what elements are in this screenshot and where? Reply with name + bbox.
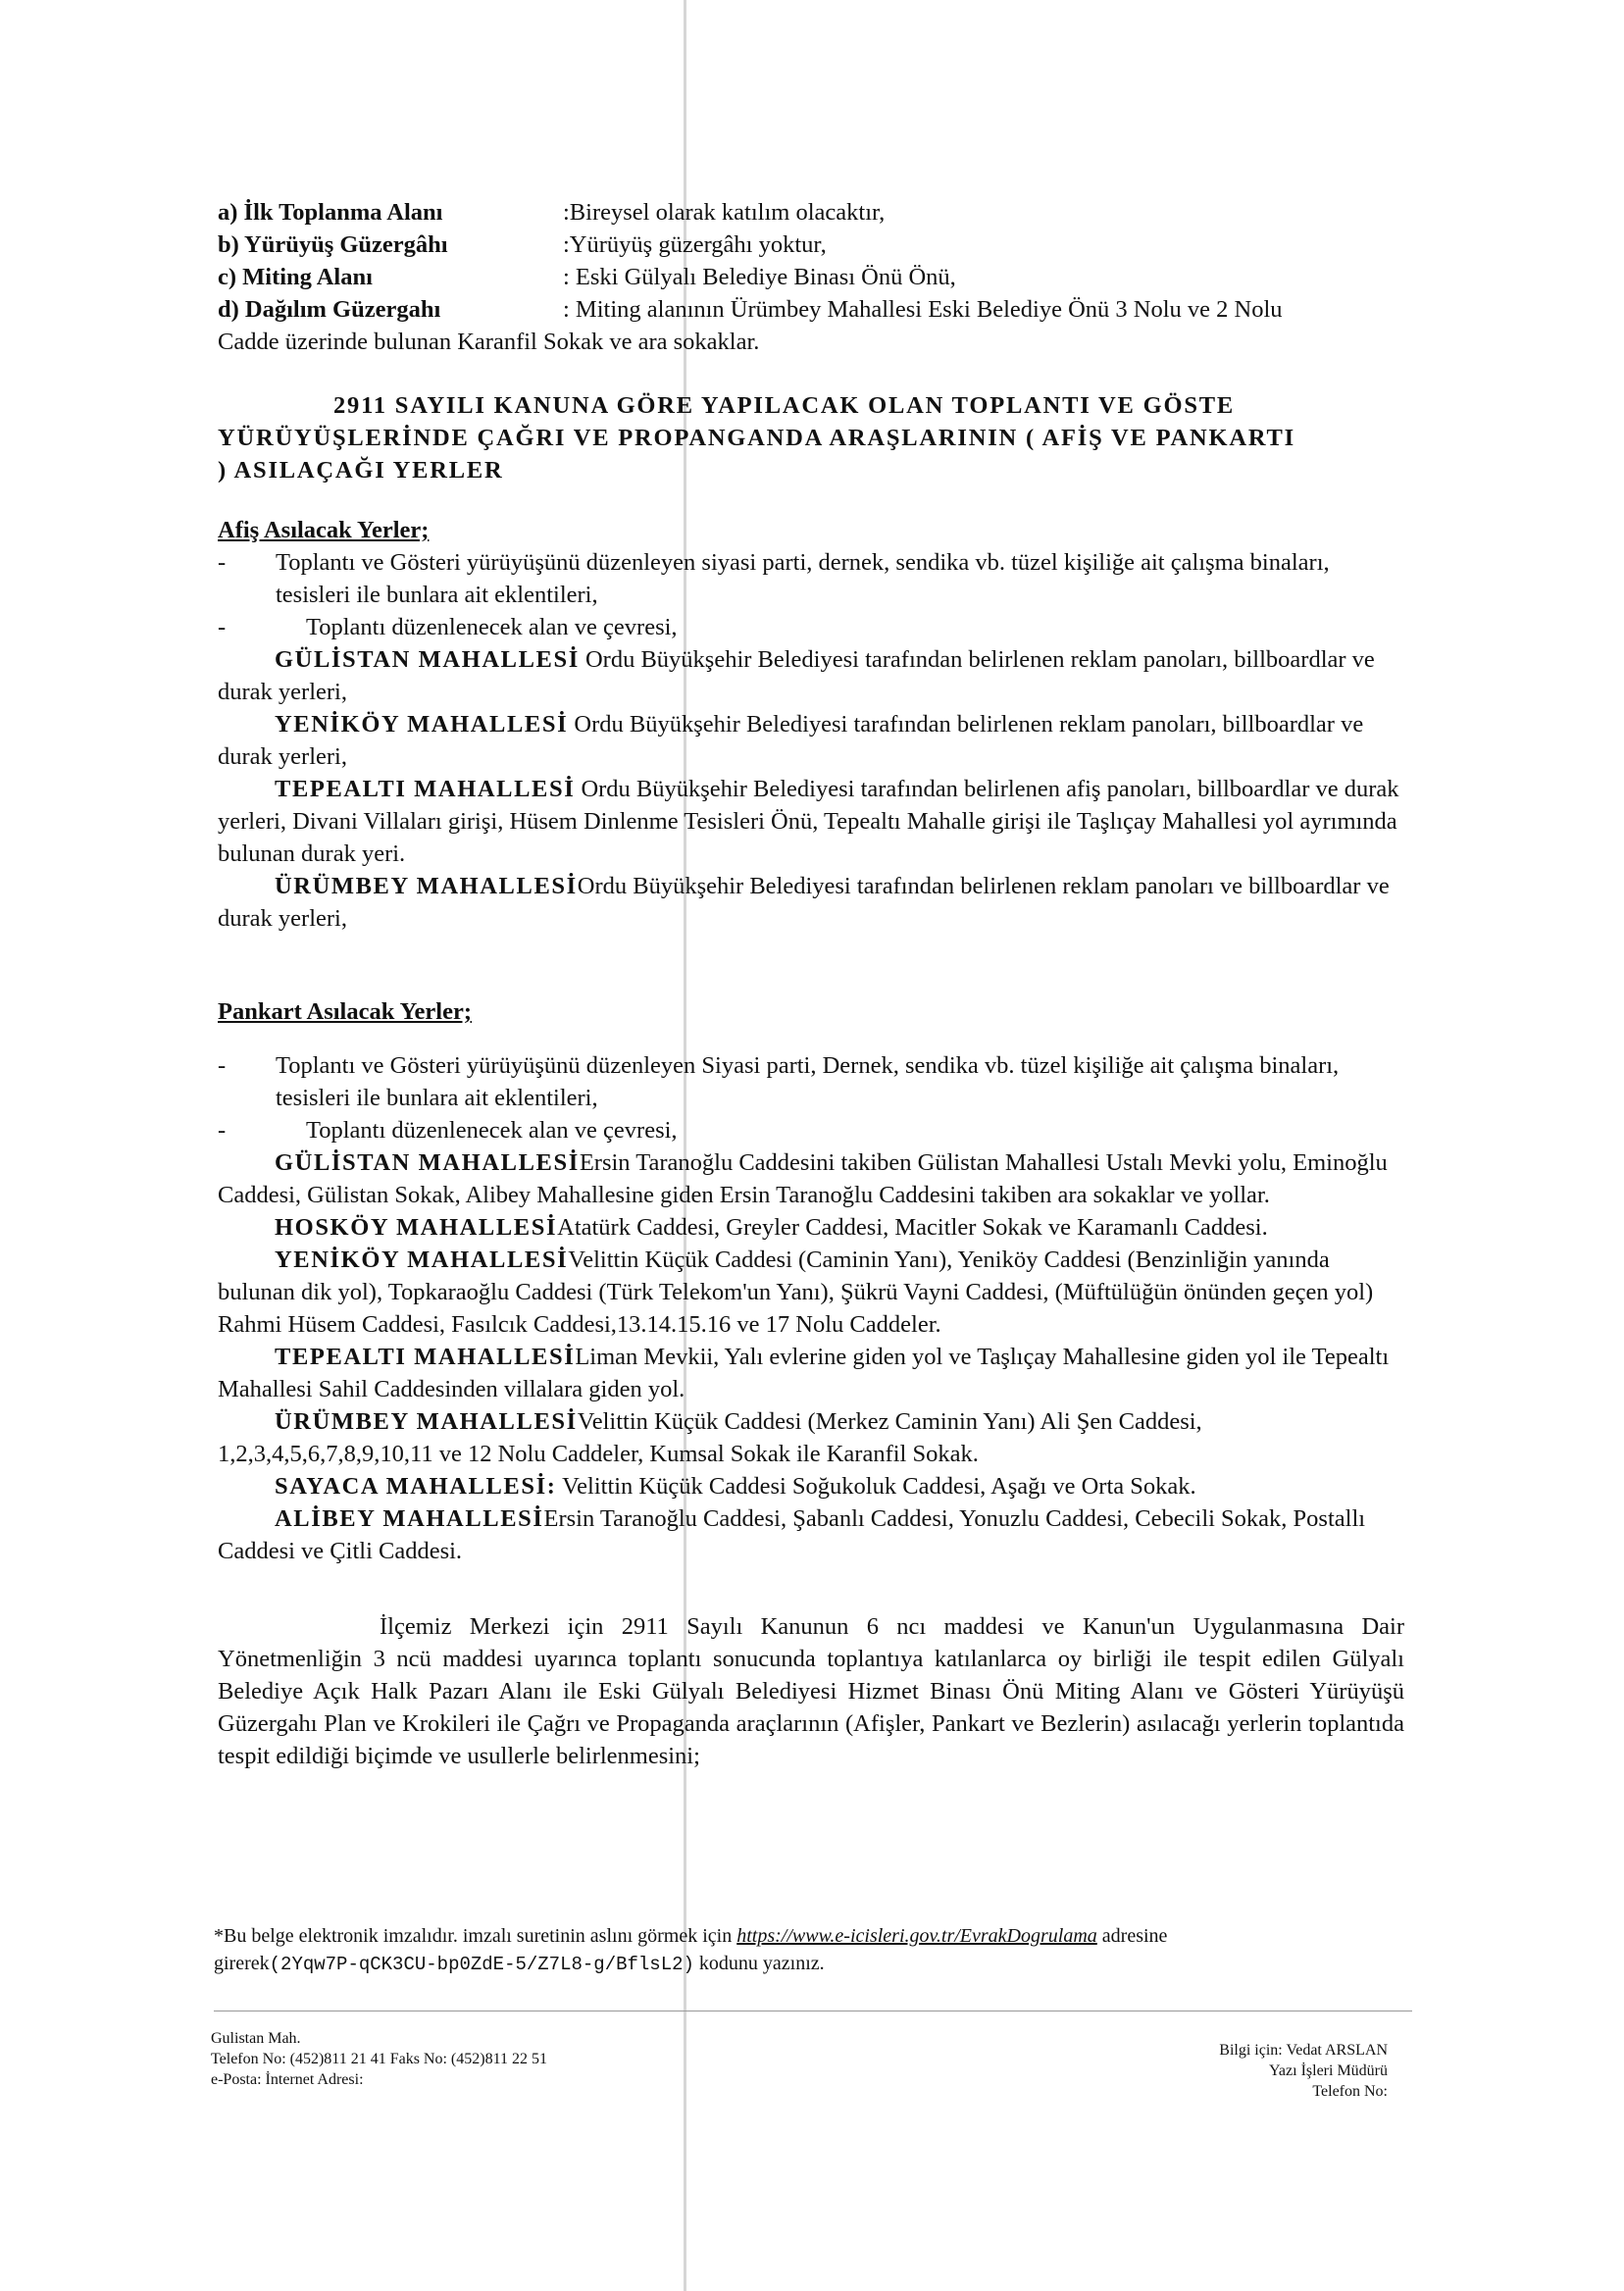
- list-item: - Toplantı ve Gösteri yürüyüşünü düzenleyen siyasi parti, dernek, sendika vb. tüzel kişiliğe ait çalışma binaları, tesisleri ile bunlara ait eklentileri,: [218, 549, 1330, 608]
- neighborhood-item: TEPEALTI MAHALLESİ Ordu Büyükşehir Belediyesi tarafından belirlenen afiş panoları, billboardlar ve durak yerleri, Divani Villaları girişi, Hüsem Dinlenme Tesisleri Önü, Tepealtı Mahalle girişi ile Taşlıçay Mahallesi yol ayrımında bulunan durak yeri.: [218, 776, 1399, 867]
- neighborhood-item: YENİKÖY MAHALLESİVelittin Küçük Caddesi (Caminin Yanı), Yeniköy Caddesi (Benzinliğin yanında bulunan dik yol), Topkaraoğlu Caddesi (Türk Telekom'un Yanı), Şükrü Vayni Caddesi, (Müftülüğün önünden geçen yol) Rahmi Hüsem Caddesi, Fasılcık Caddesi,13.14.15.16 ve 17 Nolu Caddeler.: [218, 1247, 1374, 1338]
- detail-row: b) Yürüyüş Güzergâhı :Yürüyüş güzergâhı yoktur,: [218, 231, 827, 258]
- neighborhood-item: SAYACA MAHALLESİ: Velittin Küçük Caddesi Soğukoluk Caddesi, Aşağı ve Orta Sokak.: [275, 1473, 1196, 1500]
- verification-code: (2Yqw7P-qCK3CU-bp0ZdE-5/Z7L8-g/BflsL2): [269, 1954, 694, 1975]
- closing-paragraph: İlçemiz Merkezi için 2911 Sayılı Kanunun 6 ncı maddesi ve Kanun'un Uygulanmasına Dair Yönetmenliğin 3 ncü maddesi uyarınca toplantı sonucunda toplantıya katılanlarca oy birliği ile tespit edilen Gülyalı Belediye Açık Halk Pazarı Alanı ile Eski Gülyalı Belediyesi Hizmet Binası Önü Miting Alanı ve Gösteri Yürüyüşü Güzergahı Plan ve Krokileri ile Çağrı ve Propaganda araçlarının (Afişler, Pankart ve Bezlerin) asılacağı yerlerin toplantıda tespit edildiği biçimde ve usullerle belirlenmesini;: [218, 1613, 1404, 1769]
- neighborhood-item: ALİBEY MAHALLESİErsin Taranoğlu Caddesi, Şabanlı Caddesi, Yonuzlu Caddesi, Cebecili Sokak, Postallı Caddesi ve Çitli Caddesi.: [218, 1505, 1366, 1564]
- neighborhood-item: GÜLİSTAN MAHALLESİErsin Taranoğlu Caddesini takiben Gülistan Mahallesi Ustalı Mevki yolu, Eminoğlu Caddesi, Gülistan Sokak, Alibey Mahallesine giden Ersin Taranoğlu Caddesini takiben ara sokaklar ve yollar.: [218, 1149, 1388, 1208]
- list-item: - Toplantı düzenlenecek alan ve çevresi,: [218, 614, 678, 640]
- e-signature-note: *Bu belge elektronik imzalıdır. imzalı suretinin aslını görmek için https://www.e-icisleri.gov.tr/EvrakDogrulama adresine girerek(2Yqw7P-qCK3CU-bp0ZdE-5/Z7L8-g/BflsL2) kodunu yazınız.: [214, 1925, 1168, 1975]
- detail-row-continuation: Cadde üzerinde bulunan Karanfil Sokak ve ara sokaklar.: [218, 329, 760, 355]
- document-body: [218, 196, 1404, 1772]
- list-item: - Toplantı ve Gösteri yürüyüşünü düzenleyen Siyasi parti, Dernek, sendika vb. tüzel kişiliğe ait çalışma binaları, tesisleri ile bunlara ait eklentileri,: [218, 1052, 1340, 1111]
- neighborhood-item: ÜRÜMBEY MAHALLESİVelittin Küçük Caddesi (Merkez Caminin Yanı) Ali Şen Caddesi, 1,2,3,4,5,6,7,8,9,10,11 ve 12 Nolu Caddeler, Kumsal Sokak ile Karanfil Sokak.: [218, 1408, 1202, 1467]
- office-address: Gulistan Mah. Telefon No: (452)811 21 41 Faks No: (452)811 22 51 e-Posta: İnternet Adresi:: [211, 2030, 547, 2088]
- neighborhood-item: GÜLİSTAN MAHALLESİ Ordu Büyükşehir Belediyesi tarafından belirlenen reklam panoları, billboardlar ve durak yerleri,: [218, 646, 1375, 705]
- list-item: - Toplantı düzenlenecek alan ve çevresi,: [218, 1117, 678, 1144]
- meeting-details: [218, 196, 1404, 358]
- detail-row: a) İlk Toplanma Alanı :Bireysel olarak katılım olacaktır,: [218, 199, 886, 226]
- banner-section: [218, 995, 1404, 1567]
- banner-heading: Pankart Asılacak Yerler;: [218, 998, 473, 1025]
- section-title: 2911 SAYILI KANUNA GÖRE YAPILACAK OLAN TOPLANTI VE GÖSTE YÜRÜYÜŞLERİNDE ÇAĞRI VE PROPANGANDA ARAŞLARININ ( AFİŞ VE PANKARTI ) ASILAÇAĞI YERLER: [218, 392, 1295, 484]
- contact-info: Bilgi için: Vedat ARSLAN Yazı İşleri Müdürü Telefon No:: [1219, 2042, 1388, 2100]
- neighborhood-item: TEPEALTI MAHALLESİLiman Mevkii, Yalı evlerine giden yol ve Taşlıçay Mahallesine giden yol ile Tepealtı Mahallesi Sahil Caddesinden villalara giden yol.: [218, 1344, 1390, 1402]
- poster-section: [218, 514, 1404, 935]
- detail-row: c) Miting Alanı : Eski Gülyalı Belediye Binası Önü Önü,: [218, 264, 956, 290]
- poster-heading: Afiş Asılacak Yerler;: [218, 517, 430, 543]
- detail-row: d) Dağılım Güzergahı : Miting alanının Ürümbey Mahallesi Eski Belediye Önü 3 Nolu ve 2 Nolu: [218, 296, 1283, 323]
- neighborhood-item: YENİKÖY MAHALLESİ Ordu Büyükşehir Belediyesi tarafından belirlenen reklam panoları, billboardlar ve durak yerleri,: [218, 711, 1364, 770]
- neighborhood-item: ÜRÜMBEY MAHALLESİOrdu Büyükşehir Belediyesi tarafından belirlenen reklam panoları ve billboardlar ve durak yerleri,: [218, 873, 1390, 932]
- neighborhood-item: HOSKÖY MAHALLESİAtatürk Caddesi, Greyler Caddesi, Macitler Sokak ve Karamanlı Caddesi.: [275, 1214, 1268, 1241]
- verification-link[interactable]: https://www.e-icisleri.gov.tr/EvrakDogrulama: [736, 1925, 1097, 1947]
